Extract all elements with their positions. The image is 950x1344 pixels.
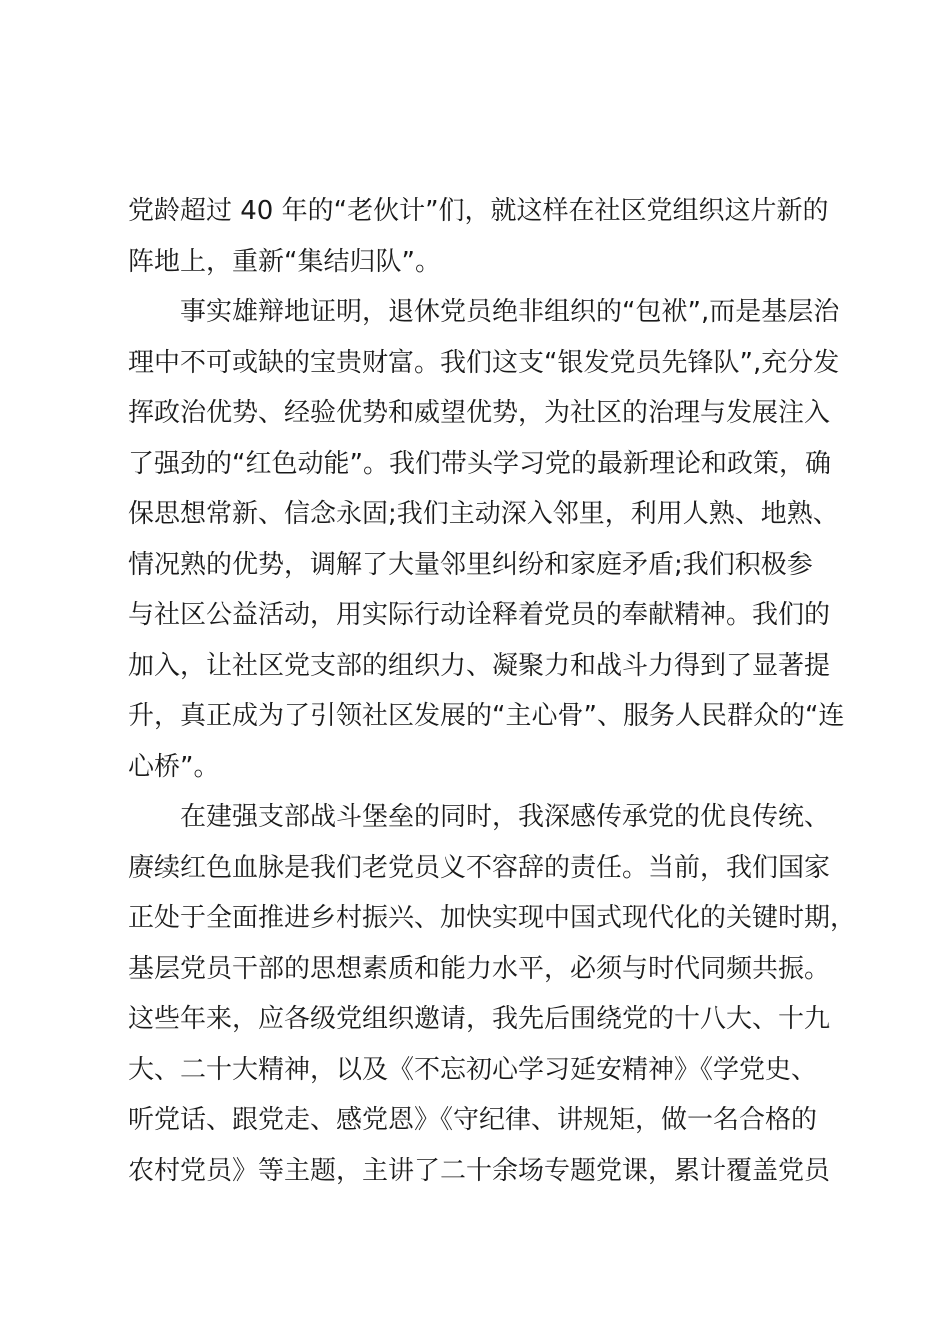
text-line: 保思想常新、信念永固;我们主动深入邻里，利用人熟、地熟、 (128, 499, 839, 529)
paragraph-2 (128, 287, 850, 792)
text-line: 党龄超过 40 年的“老伙计”们，就这样在社区党组织这片新的 (128, 196, 829, 226)
text-line: 听党话、跟党走、感党恩》《守纪律、讲规矩，做一名合格的 (128, 1105, 818, 1135)
text-line: 大、二十大精神，以及《不忘初心学习延安精神》《学党史、 (128, 1054, 818, 1085)
text-line: 加入，让社区党支部的组织力、凝聚力和战斗力得到了显著提 (128, 650, 831, 681)
paragraph-1 (128, 186, 850, 287)
text-line: 了强劲的“红色动能”。我们带头学习党的最新理论和政策，确 (128, 448, 831, 479)
text-line: 心桥”。 (128, 751, 220, 782)
text-line: 阵地上，重新“集结归队”。 (128, 246, 441, 277)
text-line: 挥政治优势、经验优势和威望优势，为社区的治理与发展注入 (128, 398, 831, 428)
text-line-first: 事实雄辩地证明，退休党员绝非组织的“包袱”,而是基层治 (180, 297, 840, 327)
text-line: 基层党员干部的思想素质和能力水平，必须与时代同频共振。 (128, 953, 831, 984)
text-line: 正处于全面推进乡村振兴、加快实现中国式现代化的关键时期， (128, 903, 857, 933)
text-line: 赓续红色血脉是我们老党员义不容辞的责任。当前，我们国家 (128, 852, 831, 883)
text-line: 与社区公益活动，用实际行动诠释着党员的奉献精神。我们的 (128, 600, 831, 630)
text-line-first: 在建强支部战斗堡垒的同时，我深感传承党的优良传统、 (180, 802, 831, 832)
paragraph-3 (128, 792, 857, 1196)
text-line: 升，真正成为了引领社区发展的“主心骨”、服务人民群众的“连 (128, 701, 845, 731)
text-line: 理中不可或缺的宝贵财富。我们这支“银发党员先锋队”,充分发 (128, 347, 840, 378)
text-line: 农村党员》等主题，主讲了二十余场专题党课，累计覆盖党员 (128, 1155, 831, 1186)
document-body (128, 186, 857, 1196)
text-line: 情况熟的优势，调解了大量邻里纠纷和家庭矛盾;我们积极参 (128, 549, 813, 580)
text-line: 这些年来，应各级党组织邀请，我先后围绕党的十八大、十九 (128, 1004, 831, 1034)
